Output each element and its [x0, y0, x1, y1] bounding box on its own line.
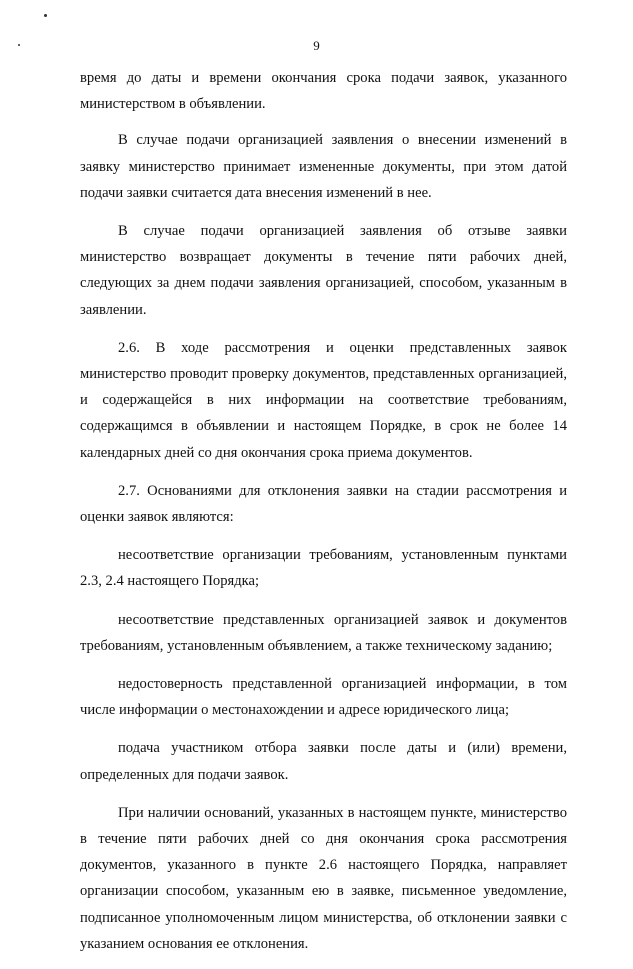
list-item-late-submission: подача участником отбора заявки после даты и (или) времени, определенных для подачи заявок.	[80, 740, 567, 783]
list-item-unreliable-info: недостоверность представленной организацией информации, в том числе информации о местонахождении и адресе юридического лица;	[80, 676, 567, 719]
scan-speck	[44, 14, 47, 17]
paragraph-notification: При наличии оснований, указанных в настоящем пункте, министерство в течение пяти рабочих дней со дня окончания срока рассмотрения документов, указанного в пункте 2.6 настоящего Порядка, направляет организации способом, указанным ею в заявке, письменное уведомление, подписанное уполномоченным лицом министерства, об отклонении заявки с указанием основания ее отклонения.	[80, 804, 567, 952]
list-item-requirements: несоответствие организации требованиям, установленным пунктами 2.3, 2.4 настоящего Порядка;	[80, 547, 567, 590]
paragraph-continuation: время до даты и времени окончания срока подачи заявок, указанного министерством в объявлении.	[80, 70, 567, 113]
paragraph-amendment: В случае подачи организацией заявления о внесении изменений в заявку министерство принимает измененные документы, при этом датой подачи заявки считается дата внесения изменений в нее.	[80, 132, 567, 201]
list-item-documents: несоответствие представленных организацией заявок и документов требованиям, установленным объявлением, а также техническому заданию;	[80, 611, 567, 654]
document-body	[80, 65, 567, 969]
page-number: 9	[313, 38, 320, 53]
paragraph-2-6: 2.6. В ходе рассмотрения и оценки представленных заявок министерство проводит проверку документов, представленных организацией, и содержащейся в них информации на соответствие требованиям, содержащимся в объявлении и настоящем Порядке, в срок не более 14 календарных дней со дня окончания срока приема документов.	[80, 339, 567, 461]
paragraph-withdrawal: В случае подачи организацией заявления об отзыве заявки министерство возвращает документы в течение пяти рабочих дней, следующих за днем подачи заявления организацией, способом, указанным в заявлении.	[80, 223, 567, 318]
paragraph-2-7: 2.7. Основаниями для отклонения заявки на стадии рассмотрения и оценки заявок являются:	[80, 482, 567, 526]
